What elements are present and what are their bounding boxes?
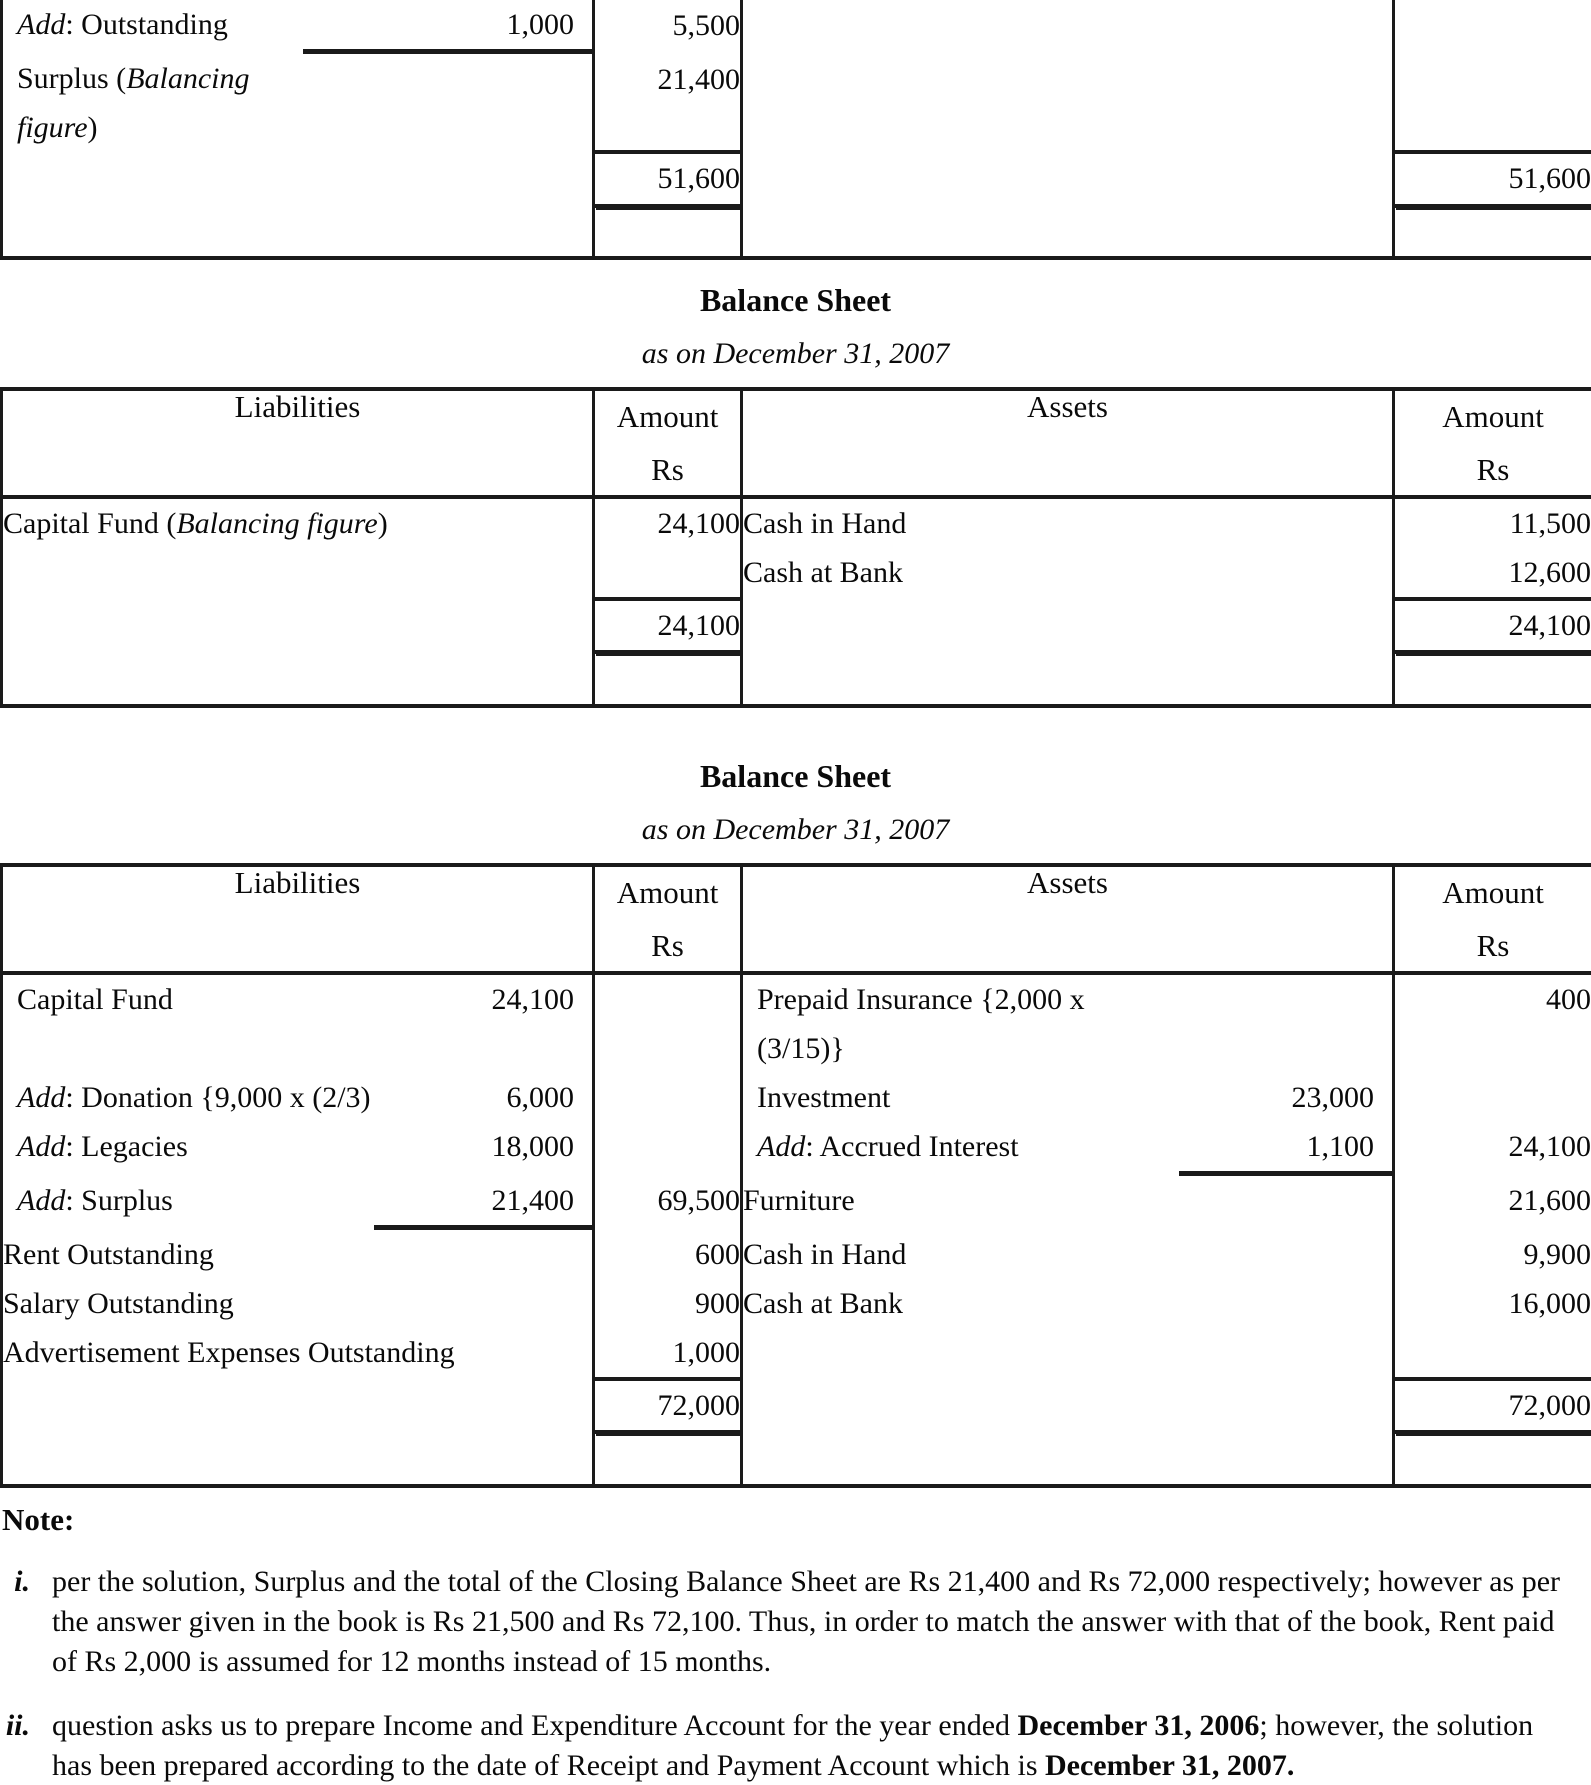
sheet2-liab-sub-4: 21,400	[374, 1176, 592, 1228]
sheet2-liab-amount-4: 69,500	[594, 1176, 742, 1230]
note-i-seg-0: per the solution, Surplus and the total of the Closing Balance Sheet are Rs 21,400 and Rs 72,000 respectively; however as per the answer given in the book is Rs 21,500 and Rs 72,100. Thus, in order to match the answer with that of the book, Rent paid of Rs 2,000 is assumed for 12 months instead of 15 months.	[52, 1565, 1560, 1678]
sheet1-header-assets: Assets	[742, 389, 1394, 497]
sheet2-spacer-1	[2, 1432, 594, 1486]
sheet2-asset-label-3-italic: Add	[757, 1130, 805, 1163]
top-spacer-4	[1394, 206, 1591, 258]
sheet2-asset-sub-1	[1179, 975, 1392, 1073]
sheet1-asset-row1-label: Cash in Hand	[742, 497, 1394, 548]
top-spacer-3	[742, 206, 1394, 258]
note-ii-seg-1: December 31, 2006	[1018, 1709, 1260, 1742]
note-ii-seg-3: December 31, 2007.	[1045, 1749, 1294, 1782]
table-row	[2, 1176, 1591, 1230]
sheet1-spacer-1	[2, 652, 594, 706]
sheet2-asset-sub-2: 23,000	[1179, 1073, 1392, 1122]
sheet2-asset-label-4: Furniture	[742, 1176, 1394, 1230]
sheet2-liab-label-4	[3, 1176, 374, 1228]
note-list	[0, 1538, 1591, 1785]
sheet2-asset-amount-1: 400	[1394, 973, 1591, 1073]
sheet2-liab-label-5: Rent Outstanding	[2, 1230, 594, 1279]
table-row	[2, 548, 1591, 599]
note-ii-seg-2: ; however, the solution has been prepared according to the date of Receipt and Payment Account which is	[52, 1709, 1533, 1782]
sheet2-liab-label-7: Advertisement Expenses Outstanding	[2, 1328, 594, 1379]
sheet1-liab-row1-plain: Capital Fund (	[3, 507, 176, 540]
sheet2-spacer-4	[1394, 1432, 1591, 1486]
sheet2-asset-label-3	[743, 1122, 1179, 1174]
sheet1-amount-label-left: Amount	[595, 391, 740, 432]
sheet1-subtitle: as on December 31, 2007	[0, 319, 1591, 387]
top-row2-subamount	[303, 54, 592, 152]
sheet2-spacer-2	[594, 1432, 742, 1486]
sheet1-asset-row2-amount: 12,600	[1394, 548, 1591, 599]
table-row-total	[2, 599, 1591, 652]
top-row2-label-italic: Balancing figure	[17, 62, 250, 144]
sheet2-liab-label-1: Capital Fund	[3, 975, 374, 1024]
sheet2-liab-cell-1	[2, 973, 594, 1073]
sheet2-liab-sub-3: 18,000	[374, 1122, 592, 1171]
sheet2-liab-label-3-rest: : Legacies	[65, 1130, 187, 1163]
table-row	[2, 497, 1591, 548]
top-row2-amount: 21,400	[594, 54, 742, 152]
sheet2-asset-amount-3: 24,100	[1394, 1122, 1591, 1176]
sheet2-liab-label-3	[3, 1122, 374, 1171]
top-spacer-2	[594, 206, 742, 258]
note-marker-ii: ii.	[0, 1706, 52, 1785]
top-row1-label-italic: Add	[17, 8, 65, 41]
sheet2-asset-label-6: Cash at Bank	[742, 1279, 1394, 1328]
top-total-assets-blank	[742, 152, 1394, 206]
sheet2-header-amount-right	[1394, 865, 1591, 973]
top-row1-label-cell	[2, 0, 594, 54]
sheet1-asset-row2-label: Cash at Bank	[742, 548, 1394, 599]
sheet2-asset-cell-2	[742, 1073, 1394, 1122]
table-row-spacer	[2, 1432, 1591, 1486]
table-row	[2, 1230, 1591, 1279]
top-row1-assets-amount-blank	[1394, 0, 1591, 54]
sheet1-total-assets: 24,100	[1394, 599, 1591, 652]
table-row	[2, 973, 1591, 1073]
table-row-total	[2, 1379, 1591, 1432]
top-row2-label-cell	[2, 54, 594, 152]
sheet2-liab-label-6: Salary Outstanding	[2, 1279, 594, 1328]
note-body-i	[52, 1562, 1591, 1682]
top-total-right: 51,600	[1394, 152, 1591, 206]
sheet2-rs-label-right: Rs	[1395, 908, 1591, 971]
table-row	[2, 1122, 1591, 1176]
sheet2-total-liabilities: 72,000	[594, 1379, 742, 1432]
table-row-spacer	[2, 206, 1591, 258]
sheet2-liab-label-3-italic: Add	[17, 1130, 65, 1163]
sheet2-asset-label-2: Investment	[743, 1073, 1179, 1122]
sheet2-total-assets: 72,000	[1394, 1379, 1591, 1432]
sheet2-rs-label-left: Rs	[595, 908, 740, 971]
sheet2-subtitle: as on December 31, 2007	[0, 795, 1591, 863]
table-row-spacer	[2, 652, 1591, 706]
sheet2-asset-cell-3	[742, 1122, 1394, 1176]
sheet1-header-amount-left	[594, 389, 742, 497]
sheet1-rs-label-left: Rs	[595, 432, 740, 495]
top-row2-assets-amount-blank	[1394, 54, 1591, 152]
top-spacer-1	[2, 206, 594, 258]
list-item	[0, 1682, 1591, 1785]
top-total-left: 51,600	[594, 152, 742, 206]
sheet2-header-liabilities: Liabilities	[2, 865, 594, 973]
sheet1-liab-row2-amount-blank	[594, 548, 742, 599]
sheet1-rs-label-right: Rs	[1395, 432, 1591, 495]
table-row	[2, 1279, 1591, 1328]
sheet1-total-label-blank	[2, 599, 594, 652]
sheet1-asset-row1-amount: 11,500	[1394, 497, 1591, 548]
sheet2-header-row	[2, 865, 1591, 973]
table-row	[2, 54, 1591, 152]
top-row2-label	[3, 54, 303, 152]
note-body-ii	[52, 1706, 1591, 1785]
balance-sheet-1	[0, 387, 1591, 708]
sheet2-liab-amount-7: 1,000	[594, 1328, 742, 1379]
sheet2-asset-label-1: Prepaid Insurance {2,000 x (3/15)}	[743, 975, 1179, 1073]
sheet1-liab-row1-label	[2, 497, 594, 548]
sheet2-liab-amount-5: 600	[594, 1230, 742, 1279]
sheet1-spacer-2	[594, 652, 742, 706]
sheet1-total-assets-blank	[742, 599, 1394, 652]
top-row1-label-rest: : Outstanding	[65, 8, 228, 41]
sheet2-total-assets-blank	[742, 1379, 1394, 1432]
sheet1-total-liabilities: 24,100	[594, 599, 742, 652]
table-row-total	[2, 152, 1591, 206]
sheet1-header-row	[2, 389, 1591, 497]
sheet2-liab-cell-4	[2, 1176, 594, 1230]
sheet2-asset-amount-2	[1394, 1073, 1591, 1122]
top-row1-assets-blank	[742, 0, 1394, 54]
sheet2-asset-blank-7	[742, 1328, 1394, 1379]
sheet2-liab-amount-2	[594, 1073, 742, 1122]
sheet2-liab-label-4-rest: : Surplus	[65, 1184, 173, 1217]
sheet2-liab-label-4-italic: Add	[17, 1184, 65, 1217]
sheet2-liab-label-2-rest: : Donation {9,000 x (2/3)	[65, 1081, 370, 1114]
sheet2-liab-label-2	[3, 1073, 374, 1122]
sheet1-liab-row1-italic: Balancing figure	[176, 507, 377, 540]
top-row2-label-plain: Surplus (	[17, 62, 126, 95]
sheet2-asset-amount-blank-7	[1394, 1328, 1591, 1379]
table-row	[2, 1073, 1591, 1122]
continued-account-table	[0, 0, 1591, 260]
table-row	[2, 1328, 1591, 1379]
sheet1-header-amount-right	[1394, 389, 1591, 497]
note-marker-i: i.	[0, 1562, 52, 1682]
top-row2-assets-blank	[742, 54, 1394, 152]
sheet2-amount-label-right: Amount	[1395, 867, 1591, 908]
sheet2-asset-sub-3: 1,100	[1179, 1122, 1392, 1174]
sheet2-liab-cell-2	[2, 1073, 594, 1122]
sheet2-liab-sub-1: 24,100	[374, 975, 592, 1024]
list-item	[0, 1538, 1591, 1682]
sheet2-asset-amount-6: 16,000	[1394, 1279, 1591, 1328]
sheet1-spacer-3	[742, 652, 1394, 706]
sheet2-liab-cell-3	[2, 1122, 594, 1176]
note-ii-seg-0: question asks us to prepare Income and Expenditure Account for the year ended	[52, 1709, 1018, 1742]
sheet2-header-assets: Assets	[742, 865, 1394, 973]
sheet2-amount-label-left: Amount	[595, 867, 740, 908]
sheet2-asset-amount-5: 9,900	[1394, 1230, 1591, 1279]
balance-sheet-2	[0, 863, 1591, 1488]
top-row1-subamount: 1,000	[303, 0, 592, 52]
sheet1-title: Balance Sheet	[0, 260, 1591, 319]
top-row1-amount: 5,500	[594, 0, 742, 54]
sheet2-liab-label-2-italic: Add	[17, 1081, 65, 1114]
top-total-label-blank	[2, 152, 594, 206]
sheet2-liab-amount-6: 900	[594, 1279, 742, 1328]
sheet2-liab-sub-2: 6,000	[374, 1073, 592, 1122]
sheet2-total-label-blank	[2, 1379, 594, 1432]
top-row1-label	[3, 0, 303, 52]
sheet2-liab-amount-1	[594, 973, 742, 1073]
note-title: Note:	[0, 1502, 1591, 1538]
sheet1-header-liabilities: Liabilities	[2, 389, 594, 497]
sheet1-amount-label-right: Amount	[1395, 391, 1591, 432]
top-row2-label-tail: )	[88, 111, 98, 144]
sheet2-spacer-3	[742, 1432, 1394, 1486]
sheet2-header-amount-left	[594, 865, 742, 973]
note-section	[0, 1488, 1591, 1785]
sheet2-asset-amount-4: 21,600	[1394, 1176, 1591, 1230]
sheet2-asset-label-5: Cash in Hand	[742, 1230, 1394, 1279]
table-row	[2, 0, 1591, 54]
sheet2-liab-amount-3	[594, 1122, 742, 1176]
sheet1-liab-row1-amount: 24,100	[594, 497, 742, 548]
sheet1-spacer-4	[1394, 652, 1591, 706]
sheet2-asset-cell-1	[742, 973, 1394, 1073]
sheet2-title: Balance Sheet	[0, 708, 1591, 795]
sheet1-liab-row1-tail: )	[378, 507, 388, 540]
sheet1-liab-row2-blank	[2, 548, 594, 599]
sheet2-asset-label-3-rest: : Accrued Interest	[805, 1130, 1018, 1163]
